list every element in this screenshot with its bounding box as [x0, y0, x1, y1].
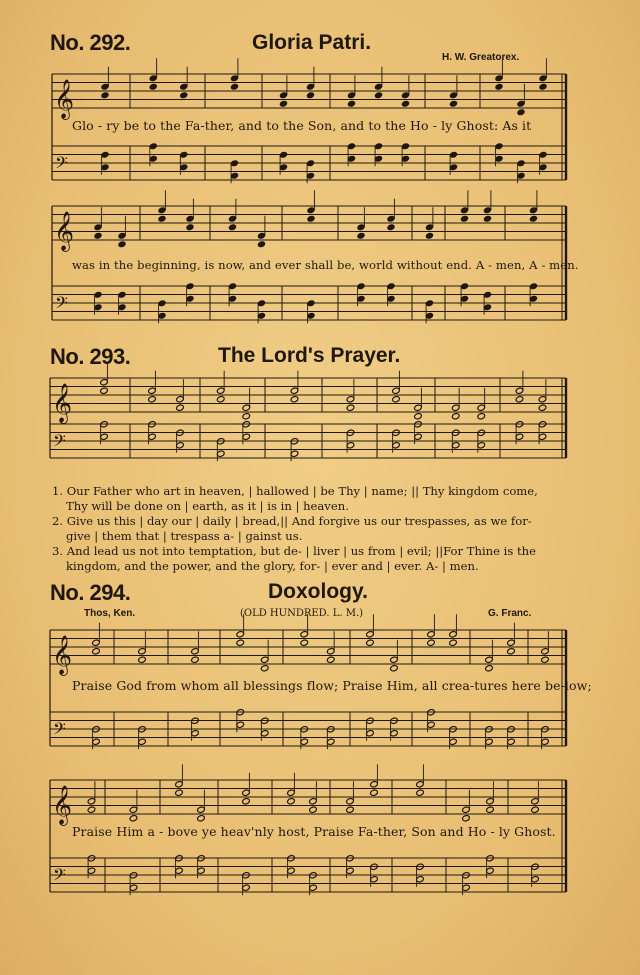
half-note	[309, 806, 318, 813]
treble-clef-symbol: 𝄞	[54, 211, 75, 251]
hymn-number-294: No. 294.	[50, 580, 131, 605]
half-note	[486, 806, 495, 813]
half-note	[370, 789, 379, 796]
lyrics-294-line-1: Praise God from whom all blessings flow; Praise Him, all crea-tures here be-low;	[72, 678, 592, 693]
hymn-title-293: The Lord's Prayer.	[218, 344, 401, 367]
half-note	[346, 806, 355, 813]
hymn-number-292: No. 292.	[50, 30, 131, 55]
half-note	[531, 806, 540, 813]
author-294: Thos, Ken.	[84, 608, 136, 619]
treble-clef-symbol: 𝄞	[54, 79, 75, 119]
verse-2-cont: give | them that | trespass a- | gainst us.	[66, 529, 303, 543]
half-note	[416, 789, 425, 796]
hymn-title-294: Doxology.	[268, 580, 368, 603]
treble-clef-symbol: 𝄞	[52, 785, 73, 825]
lyrics-292-line-1: Glo - ry be to the Fa-ther, and to the Son, and to the Ho - ly Ghost: As it	[72, 118, 532, 133]
half-note	[287, 798, 296, 805]
half-note	[462, 815, 471, 822]
hymn-number-293: No. 293.	[50, 344, 131, 369]
composer-292: H. W. Greatorex.	[442, 52, 520, 63]
half-note	[87, 806, 96, 813]
verse-1: 1. Our Father who art in heaven, | hallowed | be Thy | name; || Thy kingdom come,	[52, 484, 538, 498]
bass-clef-symbol: 𝄢	[55, 152, 68, 177]
verse-3: 3. And lead us not into temptation, but de- | liver | us from | evil; ||For Thine is the	[52, 544, 537, 558]
bass-clef-symbol: 𝄢	[53, 864, 66, 889]
bass-clef-symbol: 𝄢	[53, 430, 66, 455]
lyrics-292-line-2: was in the beginning, is now, and ever shall be, world without end. A - men, A - men.	[72, 258, 579, 272]
verse-3-cont: kingdom, and the power, and the glory, for- | ever and | ever. A- | men.	[66, 559, 479, 573]
half-note	[129, 815, 138, 822]
treble-clef-symbol: 𝄞	[52, 635, 73, 675]
hymn-title-292: Gloria Patri.	[252, 31, 372, 54]
verse-1-cont: Thy will be done on | earth, as it | is in | heaven.	[66, 499, 349, 513]
lyrics-294-line-2: Praise Him a - bove ye heav'nly host, Praise Fa-ther, Son and Ho - ly Ghost.	[72, 824, 556, 839]
bass-clef-symbol: 𝄢	[53, 718, 66, 743]
verse-2: 2. Give us this | day our | daily | bread,|| And forgive us our trespasses, as we for-	[52, 514, 532, 528]
composer-294: G. Franc.	[488, 608, 532, 619]
bass-clef-symbol: 𝄢	[55, 292, 68, 317]
tune-294: (OLD HUNDRED. L. M.)	[240, 608, 364, 619]
half-note	[242, 798, 251, 805]
half-note	[197, 815, 206, 822]
treble-clef-symbol: 𝄞	[52, 383, 73, 423]
half-note	[175, 789, 184, 796]
